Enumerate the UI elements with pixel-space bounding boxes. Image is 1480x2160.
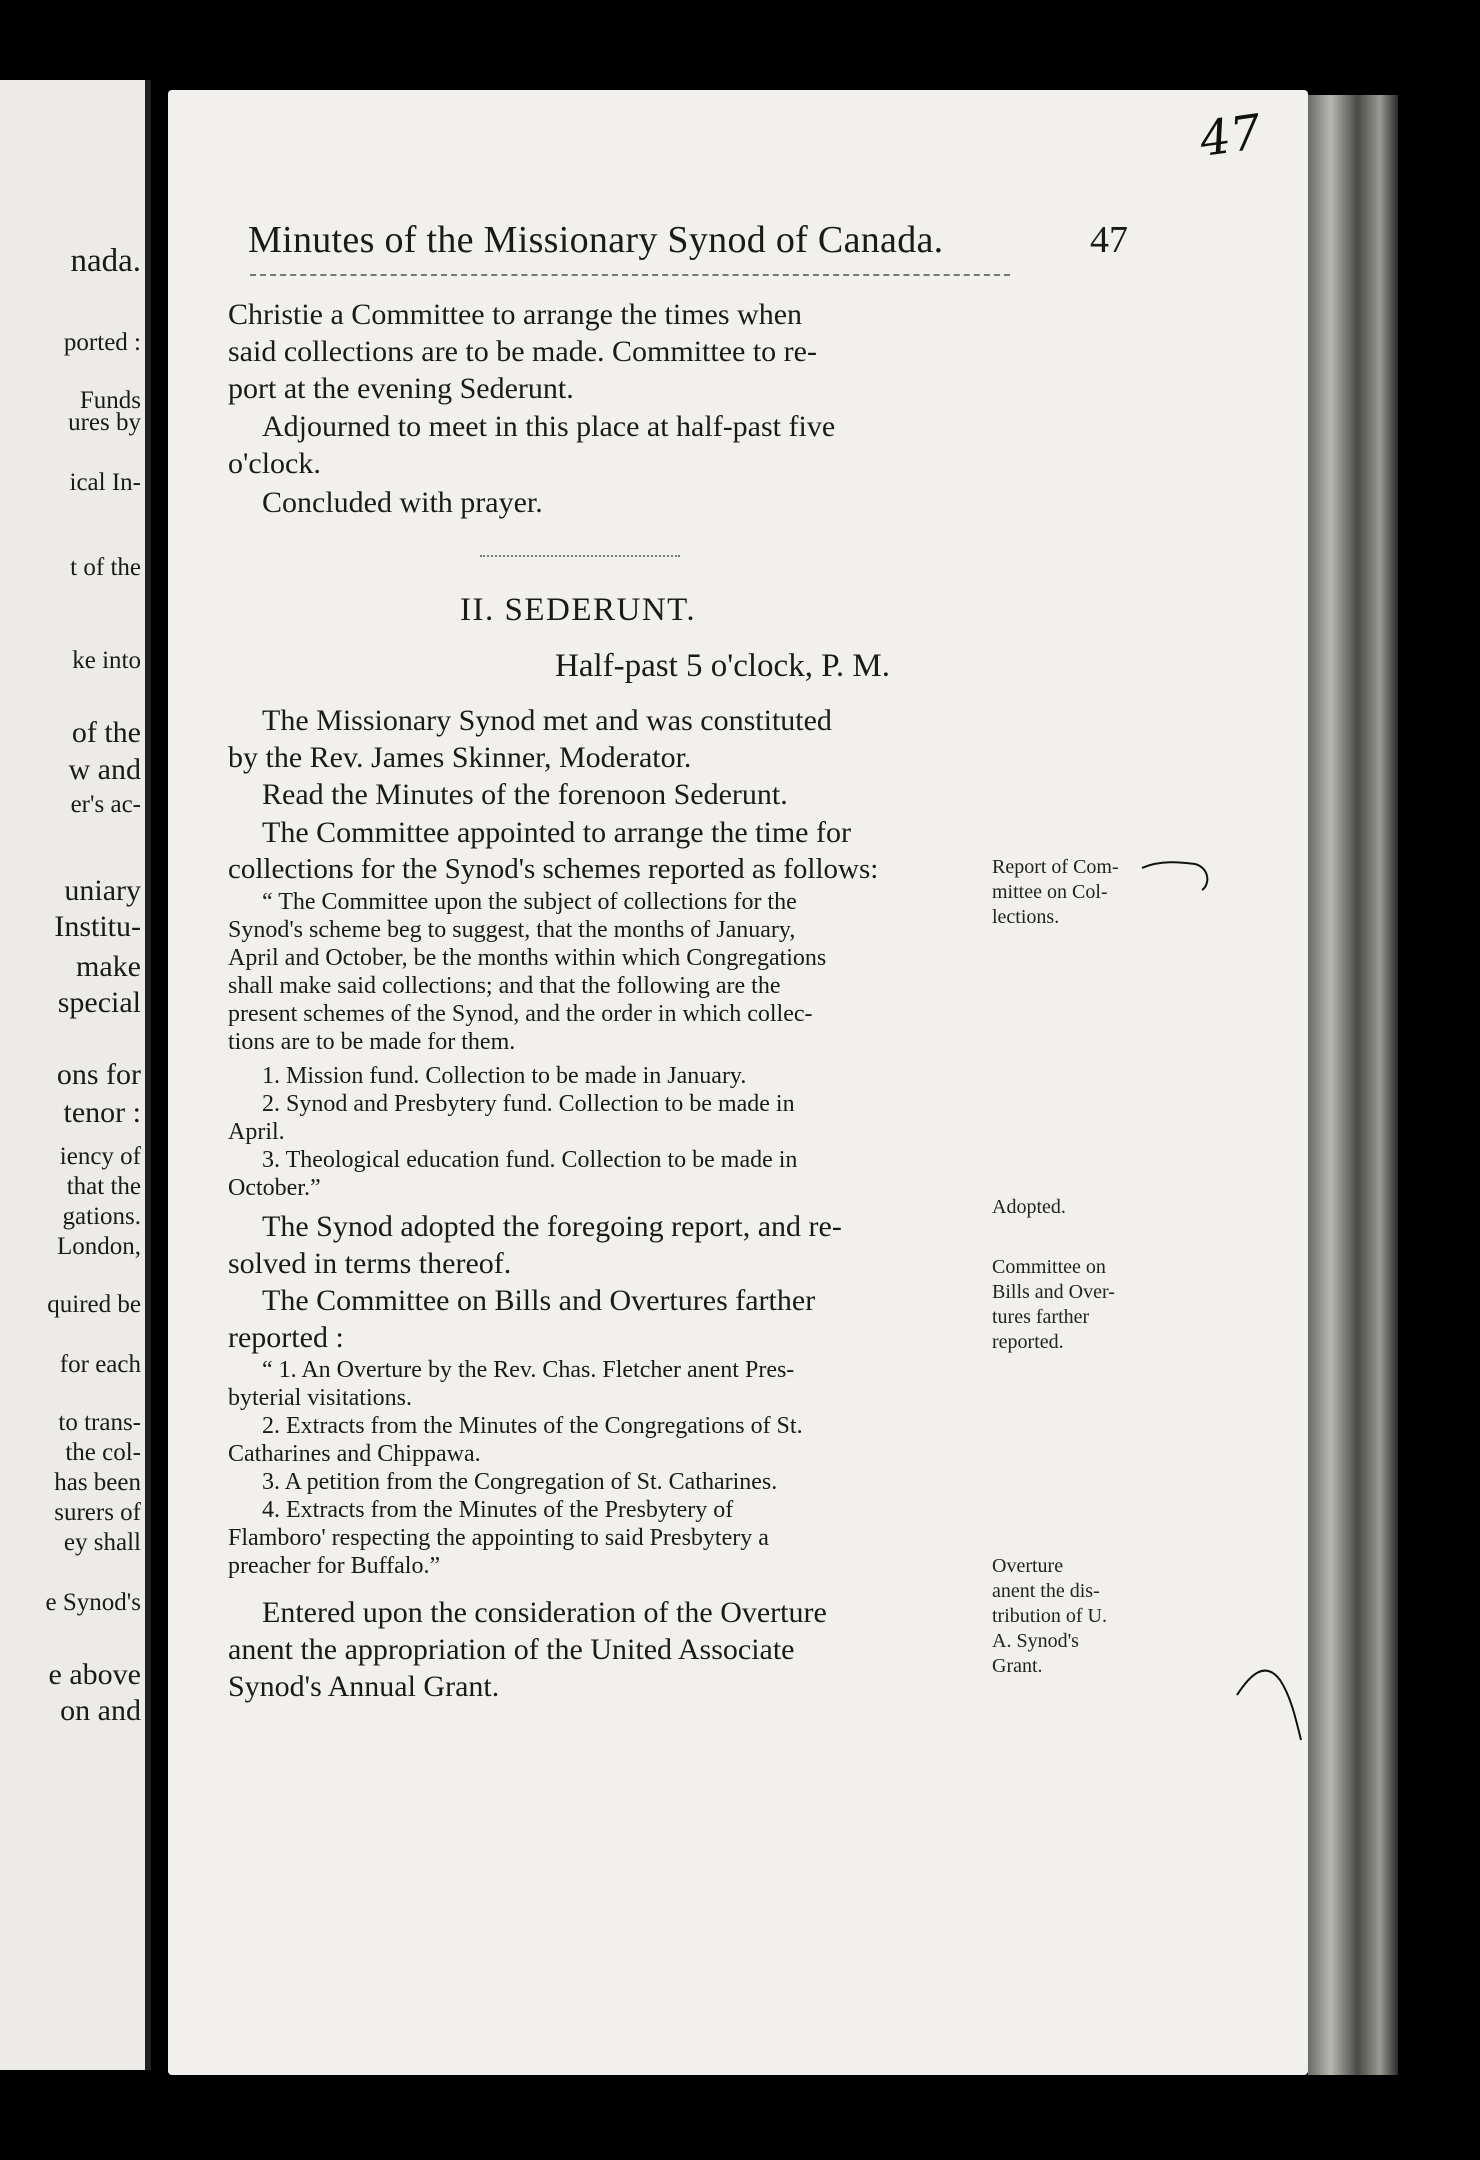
page-edge-shadow: [1308, 95, 1398, 2075]
facing-page-line: ported :: [63, 329, 141, 356]
text-line: April and October, be the months within which Congregations: [228, 945, 827, 971]
handwritten-page-number: 47: [1196, 104, 1265, 168]
text-line: Adjourned to meet in this place at half-past five: [262, 410, 836, 443]
facing-page-line: nada.: [70, 243, 141, 279]
facing-page-line: uniary: [64, 874, 141, 907]
running-header: [248, 218, 1128, 264]
text-line: Synod's Annual Grant.: [228, 1670, 500, 1703]
margin-note-adopted: [992, 1195, 1162, 1220]
text-line: The Committee appointed to arrange the time for: [262, 816, 851, 849]
text-line: o'clock.: [228, 447, 321, 480]
text-line: said collections are to be made. Committee to re-: [228, 335, 817, 368]
bills-items: [228, 1356, 988, 1580]
facing-page-line: Institu-: [54, 910, 141, 943]
text-line: anent the appropriation of the United Associate: [228, 1633, 795, 1666]
facing-page-line: surers of: [54, 1499, 141, 1526]
list-item: Flamboro' respecting the appointing to said Presbytery a: [228, 1525, 769, 1551]
margin-note-line: tribution of U.: [992, 1605, 1107, 1627]
running-head-title: Minutes of the Missionary Synod of Canada.: [248, 219, 944, 261]
header-rule: [250, 274, 1010, 276]
text-line: Christie a Committee to arrange the times when: [228, 298, 803, 331]
facing-page-line: on and: [60, 1694, 141, 1727]
margin-note-line: tures farther: [992, 1306, 1090, 1328]
margin-note-line: reported.: [992, 1331, 1064, 1353]
sederunt-heading: II. SEDERUNT.: [460, 592, 697, 628]
concluded-paragraph: [228, 484, 983, 521]
text-line: Read the Minutes of the forenoon Sederunt.: [262, 778, 788, 811]
facing-page-fragment: [0, 80, 151, 2070]
margin-note-line: mittee on Col-: [992, 881, 1108, 903]
facing-page-line: ke into: [72, 647, 141, 674]
entered-paragraph: [228, 1594, 983, 1705]
margin-note-line: Bills and Over-: [992, 1281, 1115, 1303]
facing-page-line: ey shall: [63, 1529, 141, 1556]
text-line: Synod's scheme beg to suggest, that the months of January,: [228, 917, 796, 943]
list-item: October.”: [228, 1175, 321, 1201]
text-line: port at the evening Sederunt.: [228, 372, 574, 405]
margin-note-line: lections.: [992, 906, 1060, 928]
pen-mark: [1140, 850, 1220, 910]
margin-note-line: Adopted.: [992, 1196, 1066, 1218]
text-line: shall make said collections; and that the following are the: [228, 973, 781, 999]
facing-page-line: e Synod's: [45, 1589, 141, 1616]
margin-note-overture: [992, 1554, 1162, 1679]
pen-mark: [1235, 1655, 1305, 1745]
facing-page-line: the col-: [65, 1439, 141, 1466]
bills-paragraph: [228, 1282, 983, 1356]
facing-page-line: ures by: [68, 409, 141, 436]
margin-note-committee: [992, 1255, 1162, 1355]
facing-page-line: make: [76, 950, 141, 983]
facing-page-line: w and: [68, 753, 141, 786]
margin-note-line: Grant.: [992, 1655, 1043, 1677]
section-divider: [480, 555, 680, 557]
facing-page-line: t of the: [70, 554, 141, 581]
margin-note-line: Committee on: [992, 1256, 1106, 1278]
list-item: byterial visitations.: [228, 1385, 412, 1411]
text-line: solved in terms thereof.: [228, 1247, 512, 1280]
list-item: 2. Extracts from the Minutes of the Congregations of St.: [262, 1413, 803, 1439]
facing-page-line: ical In-: [69, 469, 141, 496]
facing-page-line: e above: [48, 1658, 141, 1691]
list-item: 3. A petition from the Congregation of St. Catharines.: [262, 1469, 778, 1495]
list-item: 4. Extracts from the Minutes of the Presbytery of: [262, 1497, 734, 1523]
text-line: The Synod adopted the foregoing report, and re-: [262, 1210, 842, 1243]
facing-page-line: special: [57, 986, 141, 1019]
adjourned-paragraph: [228, 408, 983, 482]
list-item: April.: [228, 1119, 285, 1145]
margin-note-line: anent the dis-: [992, 1580, 1100, 1602]
text-line: by the Rev. James Skinner, Moderator.: [228, 741, 692, 774]
facing-page-line: of the: [71, 716, 141, 749]
text-line: Concluded with prayer.: [262, 486, 543, 519]
adopted-paragraph: [228, 1208, 983, 1282]
sederunt-time: Half-past 5 o'clock, P. M.: [555, 648, 890, 684]
report-items: [228, 1062, 988, 1202]
text-line: The Committee on Bills and Overtures farther: [262, 1284, 816, 1317]
facing-page-line: tenor :: [63, 1096, 141, 1129]
report-quote: [228, 888, 988, 1056]
opening-paragraph: [228, 296, 983, 407]
read-paragraph: [228, 776, 983, 813]
facing-page-line: er's ac-: [70, 791, 141, 818]
margin-note-line: A. Synod's: [992, 1630, 1079, 1652]
facing-page-line: for each: [59, 1351, 141, 1378]
margin-note-line: Overture: [992, 1555, 1064, 1577]
facing-page-line: has been: [54, 1469, 141, 1496]
facing-page-line: gations.: [62, 1203, 141, 1230]
facing-page-line: that the: [66, 1173, 141, 1200]
text-line: Entered upon the consideration of the Overture: [262, 1596, 827, 1629]
text-line: reported :: [228, 1321, 344, 1354]
text-line: present schemes of the Synod, and the order in which collec-: [228, 1001, 813, 1027]
list-item: Catharines and Chippawa.: [228, 1441, 481, 1467]
list-item: “ 1. An Overture by the Rev. Chas. Fletcher anent Pres-: [262, 1357, 795, 1383]
facing-page-line: iency of: [59, 1143, 141, 1170]
facing-page-line: quired be: [47, 1291, 141, 1318]
text-line: “ The Committee upon the subject of collections for the: [262, 889, 797, 915]
facing-page-line: London,: [56, 1233, 141, 1260]
list-item: 3. Theological education fund. Collection to be made in: [262, 1147, 798, 1173]
list-item: 1. Mission fund. Collection to be made in January.: [262, 1063, 747, 1089]
facing-page-line: to trans-: [58, 1409, 141, 1436]
margin-note-report: [992, 855, 1162, 930]
page-number: 47: [1090, 219, 1128, 261]
list-item: 2. Synod and Presbytery fund. Collection to be made in: [262, 1091, 795, 1117]
facing-page-line: ons for: [56, 1058, 141, 1091]
committee-paragraph: [228, 814, 983, 888]
met-paragraph: [228, 702, 983, 776]
margin-note-line: Report of Com-: [992, 856, 1119, 878]
list-item: preacher for Buffalo.”: [228, 1553, 441, 1579]
facing-page-line: Funds: [79, 387, 141, 414]
text-line: collections for the Synod's schemes reported as follows:: [228, 853, 879, 885]
text-line: The Missionary Synod met and was constituted: [262, 704, 832, 737]
text-line: tions are to be made for them.: [228, 1029, 516, 1055]
